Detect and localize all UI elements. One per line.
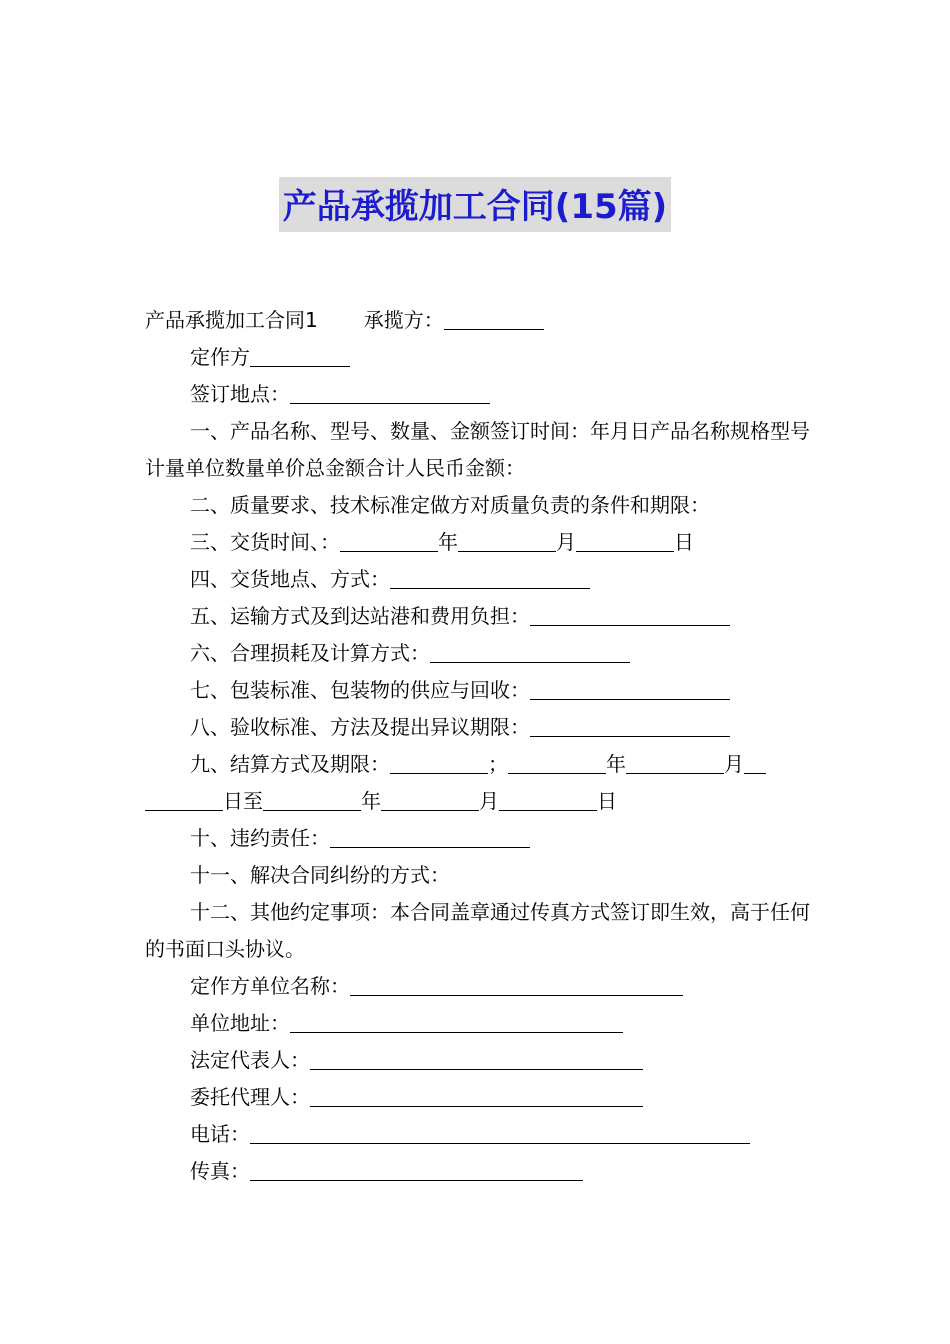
unit-address-line [145,1005,810,1042]
start-year-blank [508,751,606,774]
end-year-blank [263,788,361,811]
clause-8-blank [530,714,730,737]
unit-address-blank [290,1010,623,1033]
contract-heading-line [145,302,810,339]
agent-line [145,1079,810,1116]
clause-6-blank [430,640,630,663]
signing-place-label: 签订地点： [190,382,290,406]
contract-body [145,302,810,1190]
start-month-blank [626,751,724,774]
signing-place-line [145,376,810,413]
day-to-label: 日至 [223,789,263,813]
day-label: 日 [597,789,617,813]
orderer-unit-line [145,968,810,1005]
legal-rep-blank [310,1047,643,1070]
clause-4-blank [390,566,590,589]
clause-10 [145,820,810,857]
document-title: 产品承揽加工合同(15篇) [279,177,671,232]
clause-9 [145,746,810,783]
orderer-label: 定作方 [190,345,250,369]
year-label: 年 [606,752,626,776]
clause-8-label: 八、验收标准、方法及提出异议期限： [190,715,530,739]
orderer-unit-blank [350,973,683,996]
year-label: 年 [438,530,458,554]
contract-number-label: 产品承揽加工合同1 [145,308,318,332]
day-label: 日 [674,530,694,554]
clause-5-label: 五、运输方式及到达站港和费用负担： [190,604,530,628]
clause-4 [145,561,810,598]
clause-6-label: 六、合理损耗及计算方式： [190,641,430,665]
clause-3 [145,524,810,561]
clause-5 [145,598,810,635]
document-title-wrapper [0,177,950,232]
month-label: 月 [724,752,744,776]
orderer-blank [250,344,350,367]
start-day-blank-cont [145,788,223,811]
clause-4-label: 四、交货地点、方式： [190,567,390,591]
clause-7 [145,672,810,709]
agent-blank [310,1084,643,1107]
month-label: 月 [479,789,499,813]
clause-11: 十一、解决合同纠纷的方式： [190,863,450,887]
clause-7-label: 七、包装标准、包装物的供应与回收： [190,678,530,702]
delivery-time-label: 三、交货时间、： [190,530,340,554]
clause-2: 二、质量要求、技术标准定做方对质量负责的条件和期限： [190,493,710,517]
clause-6 [145,635,810,672]
semicolon: ； [488,752,508,776]
clause-8 [145,709,810,746]
settlement-blank [390,751,488,774]
clause-5-blank [530,603,730,626]
delivery-day-blank [576,529,674,552]
legal-rep-label: 法定代表人： [190,1048,310,1072]
signing-place-blank [290,381,490,404]
delivery-month-blank [458,529,556,552]
orderer-unit-label: 定作方单位名称： [190,974,350,998]
end-day-blank [499,788,597,811]
contractor-label: 承揽方： [363,308,444,332]
unit-address-label: 单位地址： [190,1011,290,1035]
fax-blank [250,1158,583,1181]
phone-label: 电话： [190,1122,250,1146]
clause-7-blank [530,677,730,700]
agent-label: 委托代理人： [190,1085,310,1109]
phone-line [145,1116,810,1153]
clause-9-label: 九、结算方式及期限： [190,752,390,776]
end-month-blank [381,788,479,811]
clause-12: 十二、其他约定事项：本合同盖章通过传真方式签订即生效，高于任何的书面口头协议。 [145,900,810,961]
start-day-blank-part [744,751,766,774]
clause-10-label: 十、违约责任： [190,826,330,850]
phone-blank [250,1121,750,1144]
legal-rep-line [145,1042,810,1079]
year-label: 年 [361,789,381,813]
fax-label: 传真： [190,1159,250,1183]
clause-10-blank [330,825,530,848]
orderer-line [145,339,810,376]
clause-1: 一、产品名称、型号、数量、金额签订时间：年月日产品名称规格型号计量单位数量单价总金额合计人民币金额： [145,419,810,480]
contractor-blank [444,307,544,330]
clause-9-continued [145,783,810,820]
fax-line [145,1153,810,1190]
month-label: 月 [556,530,576,554]
delivery-year-blank [340,529,438,552]
